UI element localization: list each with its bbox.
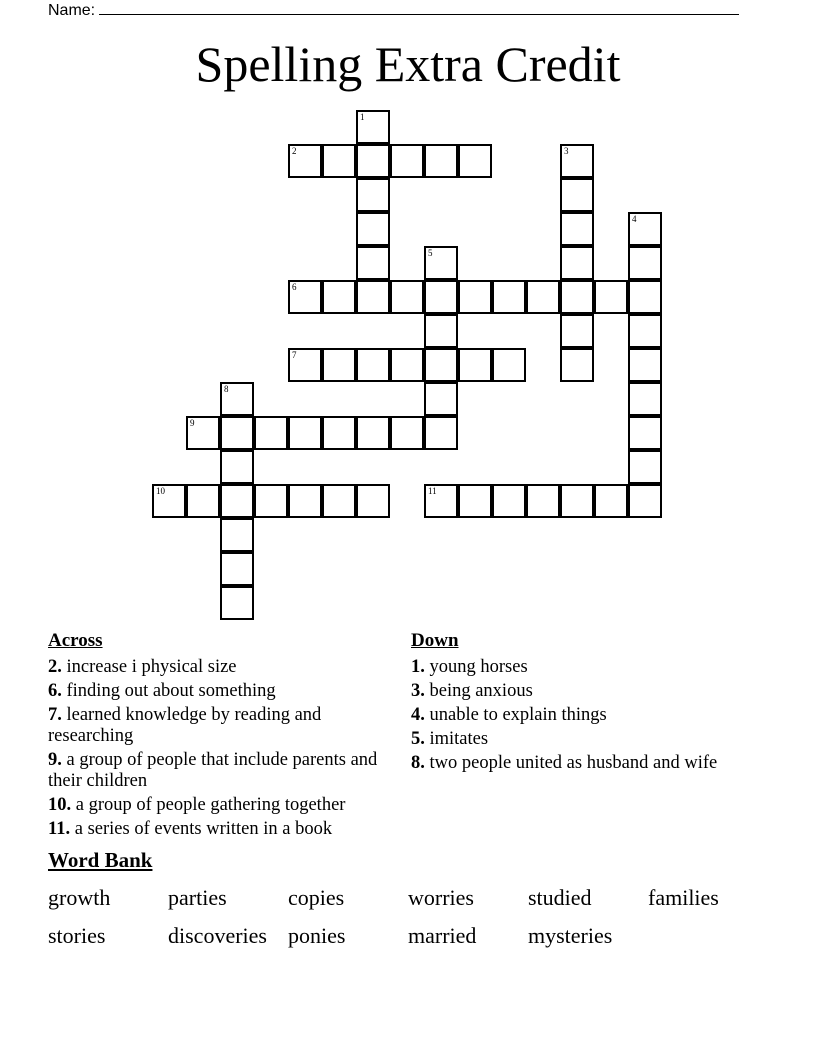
clue-text: finding out about something: [66, 681, 276, 701]
crossword-cell[interactable]: [288, 416, 322, 450]
crossword-cell[interactable]: [560, 484, 594, 518]
crossword-cell[interactable]: [186, 416, 220, 450]
word-bank-word: married: [408, 923, 477, 948]
crossword-cell[interactable]: [220, 552, 254, 586]
clue-text: a group of people that include parents and their children: [48, 750, 378, 791]
crossword-cell[interactable]: [628, 416, 662, 450]
down-clue: [411, 705, 756, 726]
clue-number: 10: [156, 486, 165, 496]
crossword-cell[interactable]: [560, 246, 594, 280]
crossword-cell[interactable]: [628, 246, 662, 280]
crossword-cell[interactable]: [356, 144, 390, 178]
crossword-cell[interactable]: [322, 416, 356, 450]
crossword-cell[interactable]: [220, 484, 254, 518]
clue-text: imitates: [429, 729, 489, 749]
crossword-cell[interactable]: [560, 314, 594, 348]
crossword-cell[interactable]: [424, 382, 458, 416]
word-bank-word: growth: [48, 885, 111, 910]
word-bank-word: ponies: [288, 923, 346, 948]
clue-number: 4: [632, 214, 637, 224]
crossword-cell[interactable]: [492, 280, 526, 314]
crossword-cell[interactable]: [628, 484, 662, 518]
across-clue: [48, 657, 393, 678]
crossword-cell[interactable]: [390, 280, 424, 314]
clue-number: 11.: [48, 819, 71, 839]
clue-number: 2.: [48, 657, 62, 677]
name-underline[interactable]: [99, 0, 739, 15]
crossword-cell[interactable]: [356, 280, 390, 314]
word-bank-word: parties: [168, 885, 227, 910]
clue-number: 1: [360, 112, 365, 122]
clue-text: learned knowledge by reading and researching: [48, 705, 322, 746]
crossword-cell[interactable]: [458, 280, 492, 314]
clue-text: a group of people gathering together: [75, 795, 346, 815]
crossword-cell[interactable]: [356, 484, 390, 518]
clue-number: 11: [428, 486, 437, 496]
clue-number: 7.: [48, 705, 62, 725]
across-clue: [48, 750, 393, 792]
clue-number: 3.: [411, 681, 425, 701]
crossword-cell[interactable]: [322, 348, 356, 382]
crossword-cell[interactable]: [458, 348, 492, 382]
across-heading: Across: [48, 630, 103, 651]
crossword-cell[interactable]: [220, 518, 254, 552]
clue-number: 2: [292, 146, 297, 156]
crossword-cell[interactable]: [220, 416, 254, 450]
crossword-cell[interactable]: [628, 280, 662, 314]
crossword-cell[interactable]: [560, 212, 594, 246]
crossword-cell[interactable]: [390, 416, 424, 450]
clue-number: 5: [428, 248, 433, 258]
crossword-cell[interactable]: [356, 348, 390, 382]
clue-number: 5.: [411, 729, 425, 749]
clue-number: 10.: [48, 795, 72, 815]
word-bank-word: studied: [528, 885, 592, 910]
down-clue: [411, 729, 756, 750]
clue-text: a series of events written in a book: [74, 819, 333, 839]
crossword-cell[interactable]: [424, 280, 458, 314]
down-clue-list: [411, 657, 756, 777]
crossword-cell[interactable]: [424, 416, 458, 450]
down-clue: [411, 681, 756, 702]
word-bank-word: copies: [288, 885, 345, 910]
name-field[interactable]: [48, 0, 739, 20]
crossword-cell[interactable]: [390, 144, 424, 178]
across-clue: [48, 705, 393, 747]
crossword-cell[interactable]: [424, 246, 458, 280]
crossword-cell[interactable]: [492, 348, 526, 382]
word-bank-word: discoveries: [168, 923, 267, 948]
clue-text: two people united as husband and wife: [429, 753, 718, 773]
word-bank-word: stories: [48, 923, 106, 948]
clue-number: 8: [224, 384, 229, 394]
clue-text: being anxious: [429, 681, 533, 701]
clue-number: 9.: [48, 750, 62, 770]
clue-number: 3: [564, 146, 569, 156]
crossword-cell[interactable]: [288, 144, 322, 178]
crossword-cell[interactable]: [356, 212, 390, 246]
crossword-cell[interactable]: [220, 450, 254, 484]
across-clue-list: [48, 657, 393, 843]
crossword-cell[interactable]: [356, 178, 390, 212]
across-clue: [48, 681, 393, 702]
name-label: Name:: [48, 2, 96, 19]
clue-number: 6: [292, 282, 297, 292]
crossword-cell[interactable]: [560, 280, 594, 314]
crossword-cell[interactable]: [322, 280, 356, 314]
crossword-cell[interactable]: [458, 144, 492, 178]
crossword-cell[interactable]: [560, 348, 594, 382]
crossword-cell[interactable]: [594, 484, 628, 518]
clue-number: 4.: [411, 705, 425, 725]
down-clue: [411, 753, 756, 774]
crossword-cell[interactable]: [186, 484, 220, 518]
crossword-cell[interactable]: [356, 246, 390, 280]
crossword-cell[interactable]: [458, 484, 492, 518]
crossword-cell[interactable]: [560, 144, 594, 178]
crossword-cell[interactable]: [526, 280, 560, 314]
clue-number: 7: [292, 350, 297, 360]
crossword-cell[interactable]: [220, 586, 254, 620]
crossword-cell[interactable]: [288, 348, 322, 382]
crossword-cell[interactable]: [390, 348, 424, 382]
crossword-cell[interactable]: [356, 110, 390, 144]
crossword-cell[interactable]: [220, 382, 254, 416]
crossword-cell[interactable]: [526, 484, 560, 518]
crossword-cell[interactable]: [628, 382, 662, 416]
crossword-cell[interactable]: [560, 178, 594, 212]
clue-number: 6.: [48, 681, 62, 701]
word-bank-word: mysteries: [528, 923, 613, 948]
clue-text: unable to explain things: [429, 705, 607, 725]
word-bank-heading: Word Bank: [48, 848, 153, 872]
page-title: Spelling Extra Credit: [195, 36, 621, 92]
crossword-cell[interactable]: [594, 280, 628, 314]
clue-number: 1.: [411, 657, 425, 677]
crossword-cell[interactable]: [492, 484, 526, 518]
crossword-cell[interactable]: [254, 416, 288, 450]
crossword-cell[interactable]: [628, 212, 662, 246]
crossword-cell[interactable]: [322, 144, 356, 178]
word-bank-word: families: [648, 885, 719, 910]
across-clue: [48, 795, 393, 816]
clue-text: increase i physical size: [66, 657, 237, 677]
crossword-cell[interactable]: [628, 348, 662, 382]
crossword-cell[interactable]: [424, 144, 458, 178]
crossword-cell[interactable]: [424, 484, 458, 518]
crossword-cell[interactable]: [254, 484, 288, 518]
word-bank-word: worries: [408, 885, 474, 910]
down-clue: [411, 657, 756, 678]
crossword-cell[interactable]: [288, 280, 322, 314]
crossword-cell[interactable]: [424, 314, 458, 348]
clue-text: young horses: [429, 657, 528, 677]
crossword-cell[interactable]: [152, 484, 186, 518]
crossword-cell[interactable]: [628, 450, 662, 484]
clue-number: 9: [190, 418, 195, 428]
across-clue: [48, 819, 393, 840]
crossword-cell[interactable]: [424, 348, 458, 382]
crossword-cell[interactable]: [356, 416, 390, 450]
crossword-cell[interactable]: [322, 484, 356, 518]
crossword-cell[interactable]: [288, 484, 322, 518]
down-heading: Down: [411, 630, 459, 651]
clue-number: 8.: [411, 753, 425, 773]
crossword-cell[interactable]: [628, 314, 662, 348]
